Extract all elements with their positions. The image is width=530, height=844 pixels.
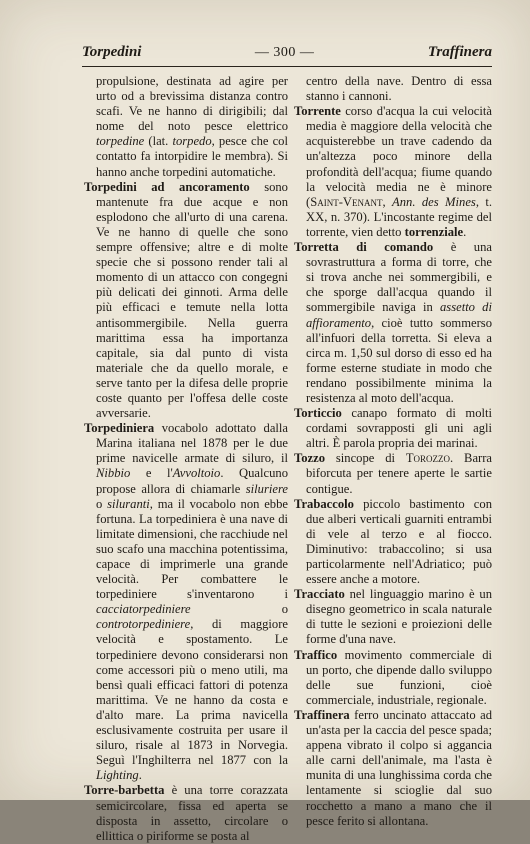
right-column [294, 74, 492, 829]
entry-term: Torrente [294, 104, 341, 119]
entry-term: Torre-barbetta [84, 783, 165, 798]
entry-term: Trabaccolo [294, 496, 354, 511]
header-right-guideword: Traffinera [427, 44, 492, 60]
entry-traffinera: Traffinera ferro uncinato attaccato ad un'asta per la caccia del pesce spada; appena vibrato il colpo si aggancia alle carni dell'animale, ma l'asta è munita di una lunghissima corda che lentamente si scioglie dal suo rocchetto a mano a mano che il pesce ferito si allontana. [294, 707, 492, 828]
entry-torrente: Torrente corso d'acqua la cui velocità media è maggiore della velocità che acquisterebbe un trave cadendo da un'altezza poco minore della profondità dell'acqua; fiume quando la velocità media ne è minore (Saint-Venant, Ann. des Mines, t. XX, n. 370). L'incostante regime del torrente, vien detto torrenziale. [294, 104, 492, 239]
entry-torpedini-ad-ancoramento: Torpedini ad ancoramento sono mantenute fra due acque e non esplodono che all'urto di una carena. Ve ne hanno di quelle che sono sempre offensive; altre e di molte specie che si possono render tali al momento di un attacco con congegni più delicati dei ginnoti. Arma delle più efficaci e temute nella lotta antisommergibile. Nella guerra marittima essa ha importanza capitale, sia dal punto di vista materiale che da quello morale, e serve tanto per la difesa delle proprie coste quanto per l'offesa delle coste avversarie. [84, 179, 288, 421]
running-header [82, 44, 492, 66]
entry-torpediniera: Torpediniera vocabolo adottato dalla Marina italiana nel 1878 per le due prime navicelle armate di siluro, il Nibbio e l'Avvoltoio. Qualcuno propose allora di chiamarle siluriere o siluranti, ma il vocabolo non ebbe fortuna. La torpediniera è una nave di limitate dimensioni, che racchiude nel suo scafo una macchina potentissima, capace di imprimerle una grande velocità. Per combattere le torpediniere s'inventarono i cacciatorpediniere o controtorpediniere, di maggiore velocità e spostamento. Le torpediniere devono considerarsi non come accessori più o meno utili, ma bensì quali efficaci fattori di potenza marittima. Ve ne hanno da costa e d'alto mare. La prima navicella esclusivamente costruita per usare il siluro, risale al 1873 in Norvegia. Seguì l'Inghilterra nel 1877 con la Lighting. [84, 421, 289, 783]
left-column [84, 74, 288, 844]
entry-term: Tracciato [294, 587, 345, 602]
entry-torre-barbetta-continuation: centro della nave. Dentro di essa stanno i cannoni. [306, 74, 492, 104]
page-number: — 300 — [254, 45, 315, 60]
entry-trabaccolo: Trabaccolo piccolo bastimento con due alberi verticali guarniti entrambi di vele al terzo e al fiocco. Diminutivo: trabaccolino; si usa particolarmente nell'Adriatico; può essere anche a motore. [294, 496, 492, 587]
entry-term: Torpediniera [84, 421, 155, 436]
entry-term: Tozzo [294, 451, 326, 466]
entry-torre-barbetta: Torre-barbetta è una torre corazzata semicircolare, fissa ed aperta se disposta in assetto, circolare o ellittica o piriforme se posta al [84, 783, 288, 843]
entry-term: Traffico [294, 647, 338, 662]
entry-torretta-di-comando: Torretta di comando è una sovrastruttura a forma di torre, che si trova anche nei sommergibili, e che sporge dall'acqua quando il sommergibile naviga in assetto di affioramento, cioè tutto sommerso all'infuori della torretta. Si eleva a circa m. 1,50 sul dorso di esso ed ha forme esterne studiate in modo che rendano possibilmente minima la resistenza al moto dell'acqua. [294, 240, 492, 405]
header-left-guideword: Torpedini [82, 44, 142, 60]
entry-term: Torticcio [294, 406, 342, 421]
entry-traffico: Traffico movimento commerciale di un porto, che dipende dallo sviluppo delle sue funzioni, cioè commerciale, industriale, regionale. [294, 647, 492, 707]
entry-tracciato: Tracciato nel linguaggio marino è un disegno geometrico in scala naturale di tutte le sezioni e proiezioni delle forme d'una nave. [294, 587, 492, 647]
header-rule [82, 66, 492, 67]
entry-torpedini-continuation: propulsione, destinata ad agire per urto od a brevissima distanza contro scafi. Ve ne hanno di dirigibili; dal nome del noto pesce elettrico torpedine (lat. torpedo, pesce che col contatto fa intorpidire le membra). Si hanno anche torpedini automatiche. [96, 74, 288, 179]
entry-tozzo: Tozzo sincope di Torozzo. Barra biforcuta per tenere aperte le sartie contigue. [294, 451, 493, 496]
entry-term: Traffinera [294, 707, 350, 722]
entry-torticcio: Torticcio canapo formato di molti cordami sovrapposti gli uni agli altri. È parola propria dei marinai. [294, 406, 492, 451]
entry-term: Torpedini ad ancoramento [84, 179, 250, 194]
entry-term: Torretta di comando [294, 240, 434, 255]
